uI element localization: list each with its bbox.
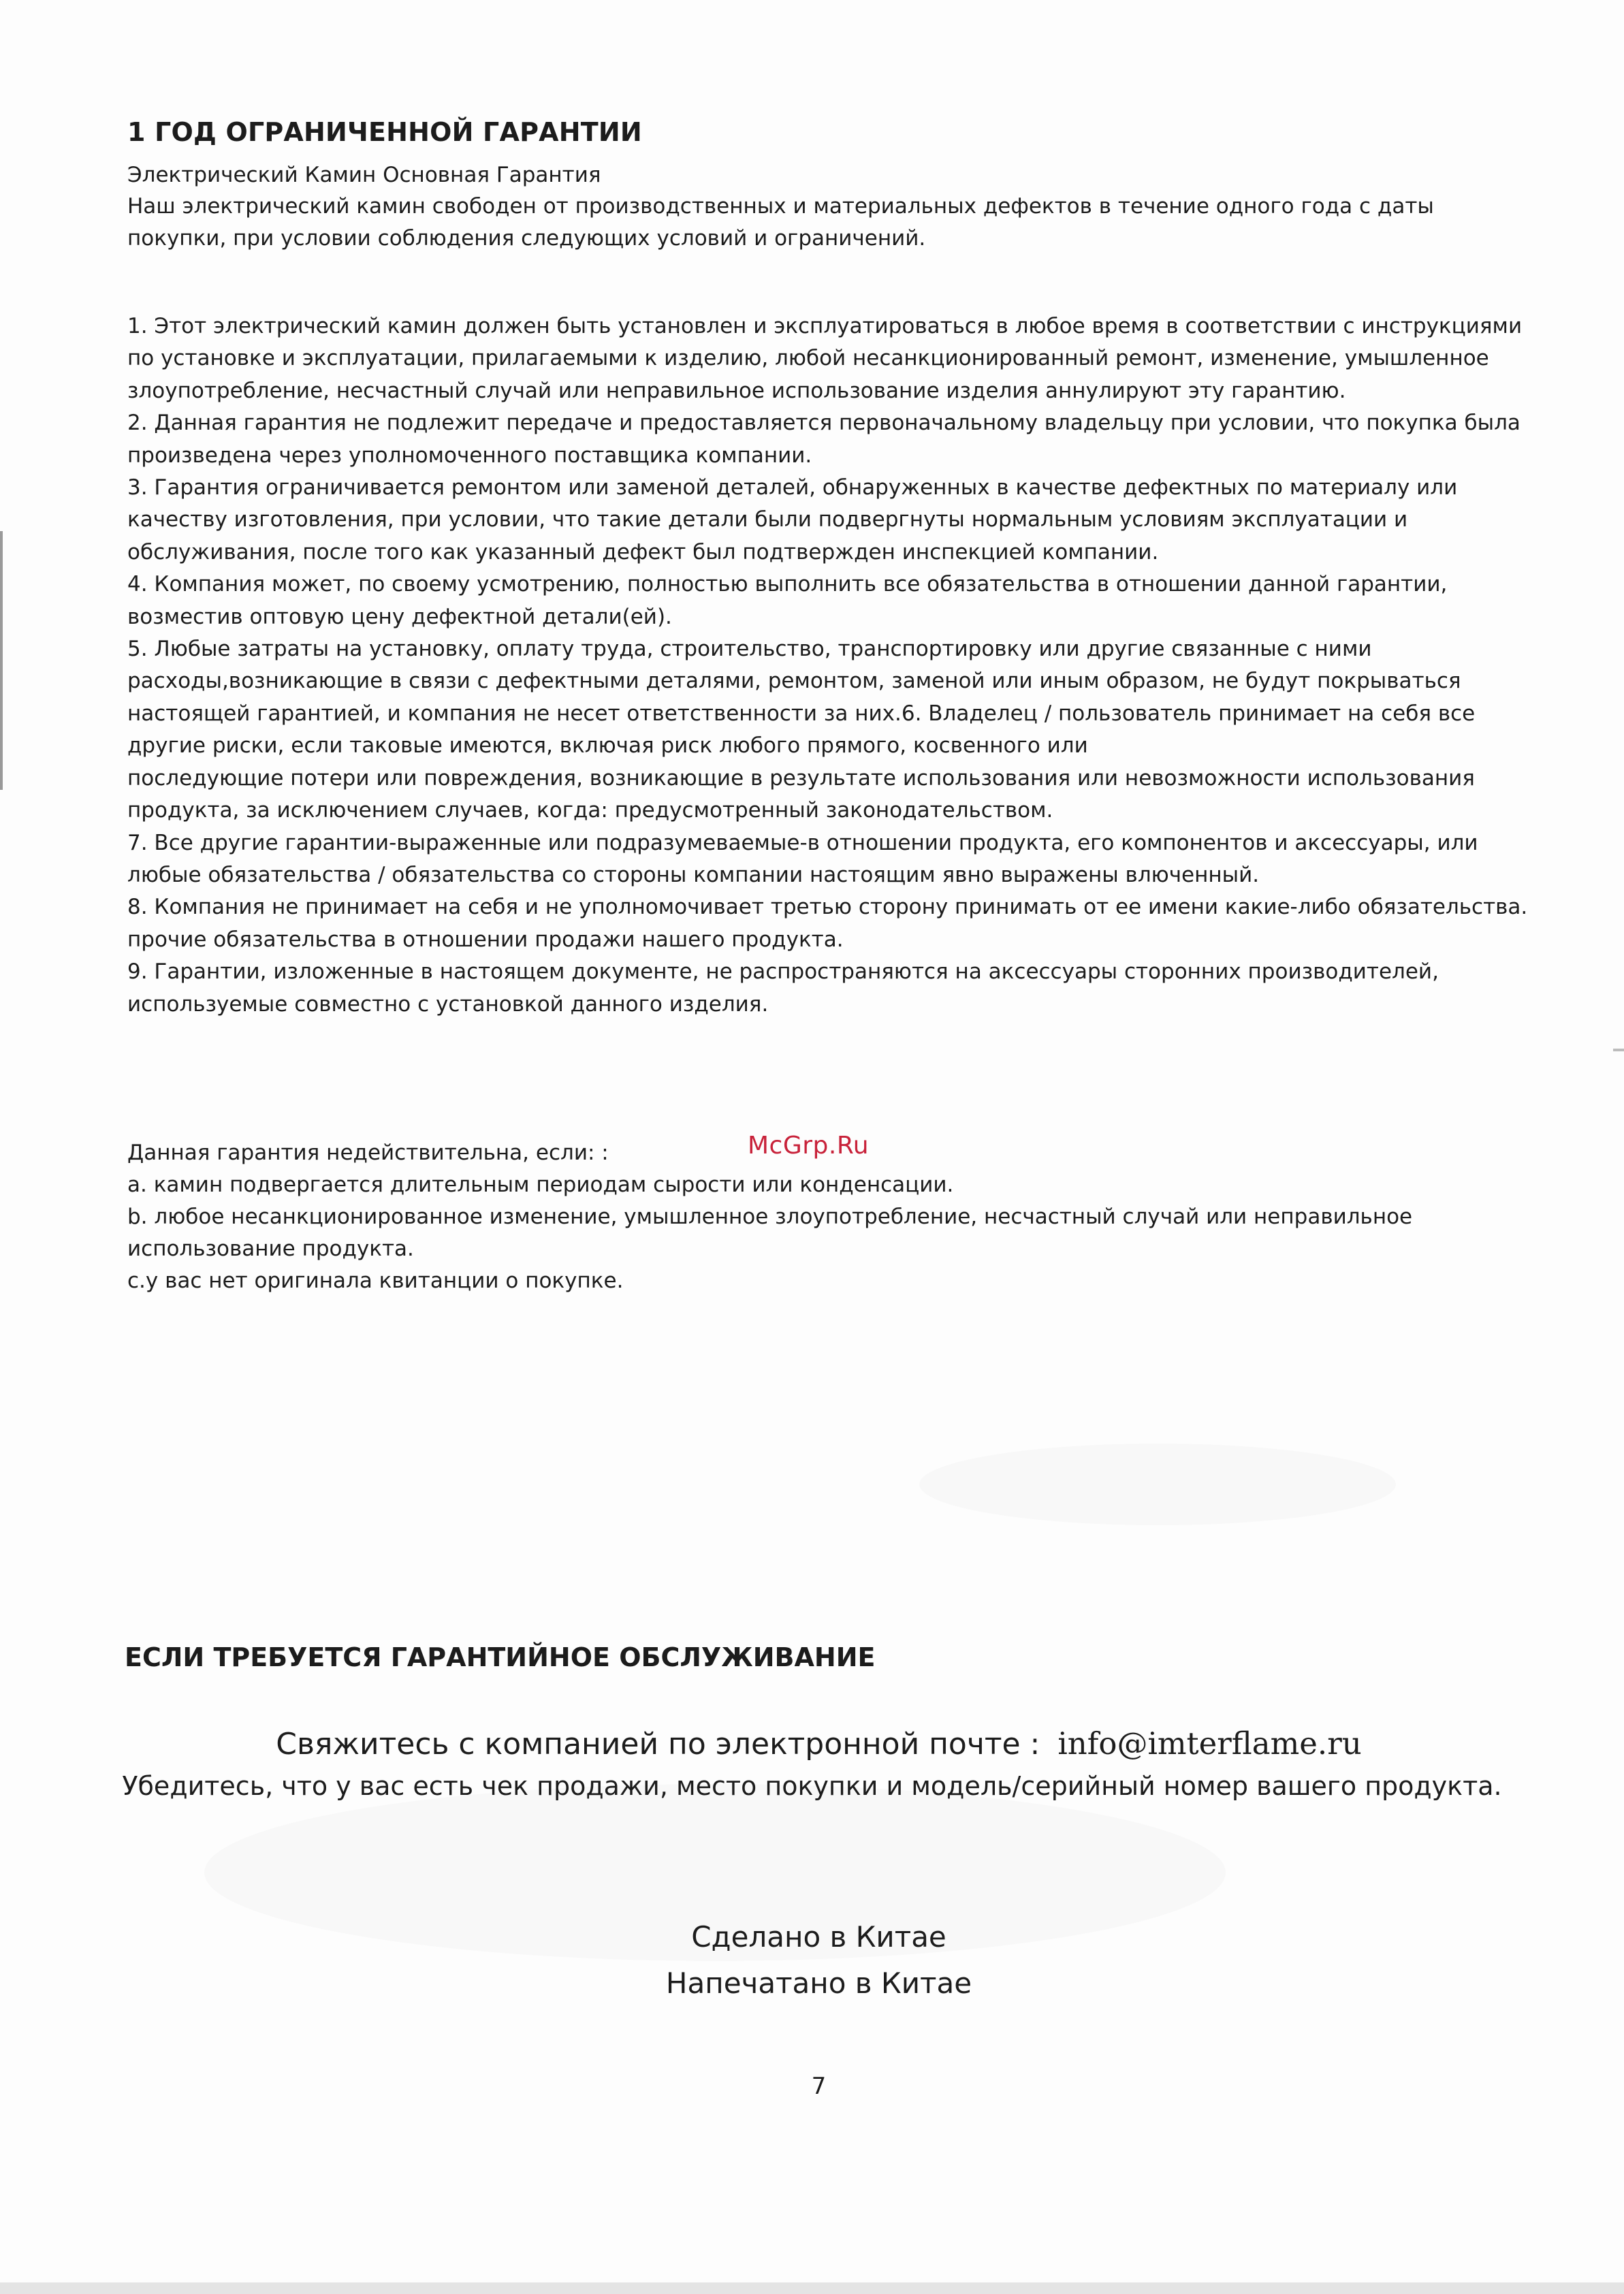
warranty-terms (127, 310, 1530, 1021)
warranty-term: 3. Гарантия ограничивается ремонтом или заменой деталей, обнаруженных в качестве дефектных по материалу или качеству изготовления, при условии, что такие детали были подвергнуты нормальным условиям эксплуатации и обслуживания, после того как указанный дефект был подтвержден инспекцией компании. (127, 475, 1458, 564)
void-item: c.у вас нет оригинала квитанции о покупке. (127, 1269, 624, 1293)
warranty-subtitle: Электрический Камин Основная Гарантия (127, 163, 601, 187)
warranty-term: 9. Гарантии, изложенные в настоящем документе, не распространяются на аксессуары сторонних производителей, используемые совместно с установкой данного изделия. (127, 959, 1439, 1017)
warranty-title: 1 ГОД ОГРАНИЧЕННОЙ ГАРАНТИИ (127, 117, 642, 147)
scan-shadow (919, 1444, 1396, 1525)
void-heading: Данная гарантия недействительна, если: : (127, 1141, 609, 1165)
warranty-term: 8. Компания не принимает на себя и не уполномочивает третью сторону принимать от ее имени какие-либо обязательства. (127, 895, 1528, 920)
contact-label: Свяжитесь с компанией по электронной почте : (276, 1727, 1040, 1762)
contact-email: info@imterflame.ru (1057, 1725, 1362, 1762)
printed-in-label: Напечатано в Китае (665, 1966, 972, 2000)
page-number: 7 (811, 2073, 827, 2100)
service-title: ЕСЛИ ТРЕБУЕТСЯ ГАРАНТИЙНОЕ ОБСЛУЖИВАНИЕ (125, 1642, 876, 1672)
void-item: a. камин подвергается длительным периодам сырости или конденсации. (127, 1173, 954, 1197)
receipt-note: Убедитесь, что у вас есть чек продажи, место покупки и модель/серийный номер вашего продукта. (122, 1771, 1502, 1801)
contact-line (0, 1725, 1624, 1763)
void-item: b. любое несанкционированное изменение, умышленное злоупотребление, несчастный случай или неправильное использование продукта. (127, 1205, 1413, 1261)
scan-edge-mark (0, 531, 3, 790)
warranty-term: последующие потери или повреждения, возникающие в результате использования или невозможности использования продукта, за исключением случаев, когда: предусмотренный законодательством. (127, 765, 1475, 823)
warranty-term: 4. Компания может, по своему усмотрению, полностью выполнить все обязательства в отношении данной гарантии, возместив оптовую цену дефектной детали(ей). (127, 572, 1448, 629)
warranty-term: 5. Любые затраты на установку, оплату труда, строительство, транспортировку или другие связанные с ними расходы,возникающие в связи с дефектными деталями, ремонтом, заменой или иным образом, не будут покрываться настоящей гарантией, и компания не несет ответственности за них.6. Владелец / пользователь принимает на себя все другие риски, если таковые имеются, включая риск любого прямого, косвенного или (127, 637, 1476, 759)
site-watermark: McGrp.Ru (748, 1132, 870, 1160)
warranty-term: 1. Этот электрический камин должен быть установлен и эксплуатироваться в любое время в соответствии с инструкциями по установке и эксплуатации, прилагаемыми к изделию, любой несанкционированный ремонт, изменение, умышленное злоупотребление, несчастный случай или неправильное использование изделия аннулируют эту гарантию. (127, 314, 1523, 403)
warranty-intro: Наш электрический камин свободен от производственных и материальных дефектов в течение одного года с даты покупки, при условии соблюдения следующих условий и ограничений. (127, 194, 1434, 251)
made-in-label: Сделано в Китае (691, 1920, 946, 1954)
void-conditions (127, 1137, 1530, 1297)
scan-edge-mark (1613, 1049, 1624, 1051)
warranty-term: прочие обязательства в отношении продажи нашего продукта. (127, 927, 844, 952)
warranty-term: 7. Все другие гарантии-выраженные или подразумеваемые-в отношении продукта, его компонентов и аксессуары, или любые обязательства / обязательства со стороны компании настоящим явно выражены влюченный. (127, 830, 1478, 887)
scan-bottom-edge (0, 2282, 1624, 2294)
warranty-term: 2. Данная гарантия не подлежит передаче и предоставляется первоначальному владельцу при условии, что покупка была произведена через уполномоченного поставщика компании. (127, 411, 1520, 468)
